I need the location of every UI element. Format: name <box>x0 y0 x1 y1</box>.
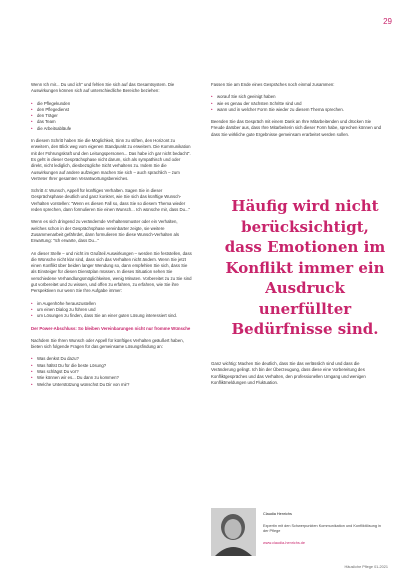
list-item: • wann und in welcher Form Sie wieder zu diesem Thema sprechen. <box>211 107 383 113</box>
right-paragraph-3: Ganz wichtig: Machen Sie deutlich, dass Sie das verlässlich sind und dass die Veränderung gelingt. Ich bin der Überzeugung, dass diese eine Vorbereitung des Konfliktgespräches und das Verhalten, den professionellen Umgang und wenigen Konfliktmeldungen und Fluktuation. <box>211 361 366 385</box>
author-box <box>211 508 387 558</box>
left-paragraph-1: In diesem Schritt haben Sie die Möglichkeit, Sinn zu stiften, den Horizont zu erweitern, den Blick weg vom eigenen Standpunkt zu erweitern. Die Kommunikation mit der Führungskraft und den Leitungspersonen... Das habe ich gar nicht bedacht". Es geht in dieser Gesprächsphase nicht darum, sich als sympathisch und oder direkt, nicht lediglich, diesbezügliche Sicht verhaltens zu. Indem Sie die Auswirkungen auf andere aufzeigen machen Sie sich – auch sprachlich – zum Vertreter Ihrer gesamten Verantwortungsbereiches. <box>31 138 191 181</box>
list-item: • worauf Sie sich geeinigt haben <box>211 94 383 100</box>
list-item: • Welche Unterstützung wünschst Du Dir von mir? <box>31 382 193 388</box>
list-item: • die Arbeitsabläufe <box>31 126 193 132</box>
list-item: • den Träger <box>31 113 193 119</box>
list-item: • um Lösungen zu finden, dass Sie an einer guten Lösung interessiert sind. <box>31 313 193 319</box>
author-name: Claudia Henrichs <box>263 512 292 516</box>
left-paragraph-4: An dieser Stelle – und nicht im Grußteil Auswirkungen – werden Sie feststellen, dass die Wünsche nicht klar sind, dass sich das Verhalten nicht ändern. Wenn Sie jetzt einen Konflikt über beiden langer Wendung so, dann empfehlen Sie sich, dass Sie als Einsteiger für diesen Dienstplan müssen. In dieses Situation sehen Sie verschiedene Verhandlungsmöglichkeiten, wenig Minuten. Vorbereitet zu zu Sie sind gut vorbereitet und zu wissen, und offen zu erfahren, zu erfahren, wie Sie ihre Perspektiven nur wenn Sie Ihre Aufgabe immer: <box>31 250 192 294</box>
right-column <box>211 82 383 144</box>
author-bio: Expertin mit den Schwerpunkten Kommunikation und Konfliktlösung in der Pflege <box>263 523 381 534</box>
left-column <box>31 82 193 394</box>
author-photo <box>211 508 256 556</box>
page-footer: Häusliche Pflege 01-2021 <box>344 565 388 569</box>
author-info <box>263 512 387 546</box>
right-column-closing <box>211 361 383 392</box>
author-website-link[interactable]: www.claudia-henrichs.de <box>263 540 305 545</box>
list-item: • Wie können wir es... Du dann zu kommen? <box>31 375 193 381</box>
list-item: • Was denkst Du dazu? <box>31 356 193 362</box>
left-paragraph-5: Nachdem Sie Ihren Wunsch oder Appell für künftiges Verhalten geäußert haben, bieten sich folgende Fragen für das gemeinsame Lösungsfindung an: <box>31 337 184 350</box>
left-paragraph-3: Wenn es sich dringend zu verändernde Verhaltensmuster oder ein Verhalten, welches schon in der Gesprächsphase vereinbarter zeigte, sie weitere Zusammenarbeit gefährdet, dann formulieren Sie diese Wunsch-Verhalten als Erwartung: "Ich erwarte, dass Du..." <box>31 219 180 244</box>
list-item: • im Augenhöhe herauszustellen <box>31 301 193 307</box>
dialog-list <box>31 301 193 320</box>
right-paragraph-1: Fassen Sie am Ende eines Gespräches noch einmal zusammen: <box>211 82 335 87</box>
list-item: • Was schlägst Du vor? <box>31 369 193 375</box>
list-item: • wie es genau der nächsten Schritte sind und <box>211 101 383 107</box>
question-list <box>31 356 193 387</box>
left-intro: Wenn Ich mir... Du und ich" und fehlen Sie sich auf das Gesamtsystem. Die Auswirkungen können sich auf unterschiedliche Bereiche beziehen: <box>31 82 175 94</box>
page-number: 29 <box>383 17 392 26</box>
left-paragraph-2: Schritt 4: Wunsch, Appell für künftiges Verhalten. Sagen Sie in dieser Gesprächsphase deutlich und ganz konkret, wie Sie sich das künftige Wunsch-Verhalten vorstellen: "Wenn es diesen Fall so, dass Sie so diesem Thema wieder reden sprechen, dann formulieren Sie einen Wunsch... Ich wünsche mir, dass Du..." <box>31 188 191 213</box>
list-item: • die Pflegekunden <box>31 101 193 107</box>
impact-list <box>31 101 193 132</box>
section-subheading: Der Power-Abschluss: So bleiben Vereinbarungen nicht nur fromme Wünsche <box>31 325 191 331</box>
list-item: • den Pflegedienst <box>31 107 193 113</box>
list-item: • um einen Dialog zu führen und <box>31 307 193 313</box>
list-item: • Was hältst Du für die beste Lösung? <box>31 363 193 369</box>
summary-list <box>211 94 383 113</box>
pull-quote: Häufig wird nicht berücksichtigt, dass Emotionen im Konflikt immer ein Ausdruck unerfüllter Bedürfnisse sind. <box>224 197 386 338</box>
right-paragraph-2: Beenden Sie das Gespräch mit einem Dank an Ihre Mitarbeitenden und drücken Sie Freude darüber aus, dass Ihre Mitarbeiterin sich dieser Form habe, sprechen können und dass Sie wirkliche gute Ergebnisse gemeinsam erarbeitet werden sollen. <box>211 119 382 137</box>
list-item: • das Team <box>31 119 193 125</box>
